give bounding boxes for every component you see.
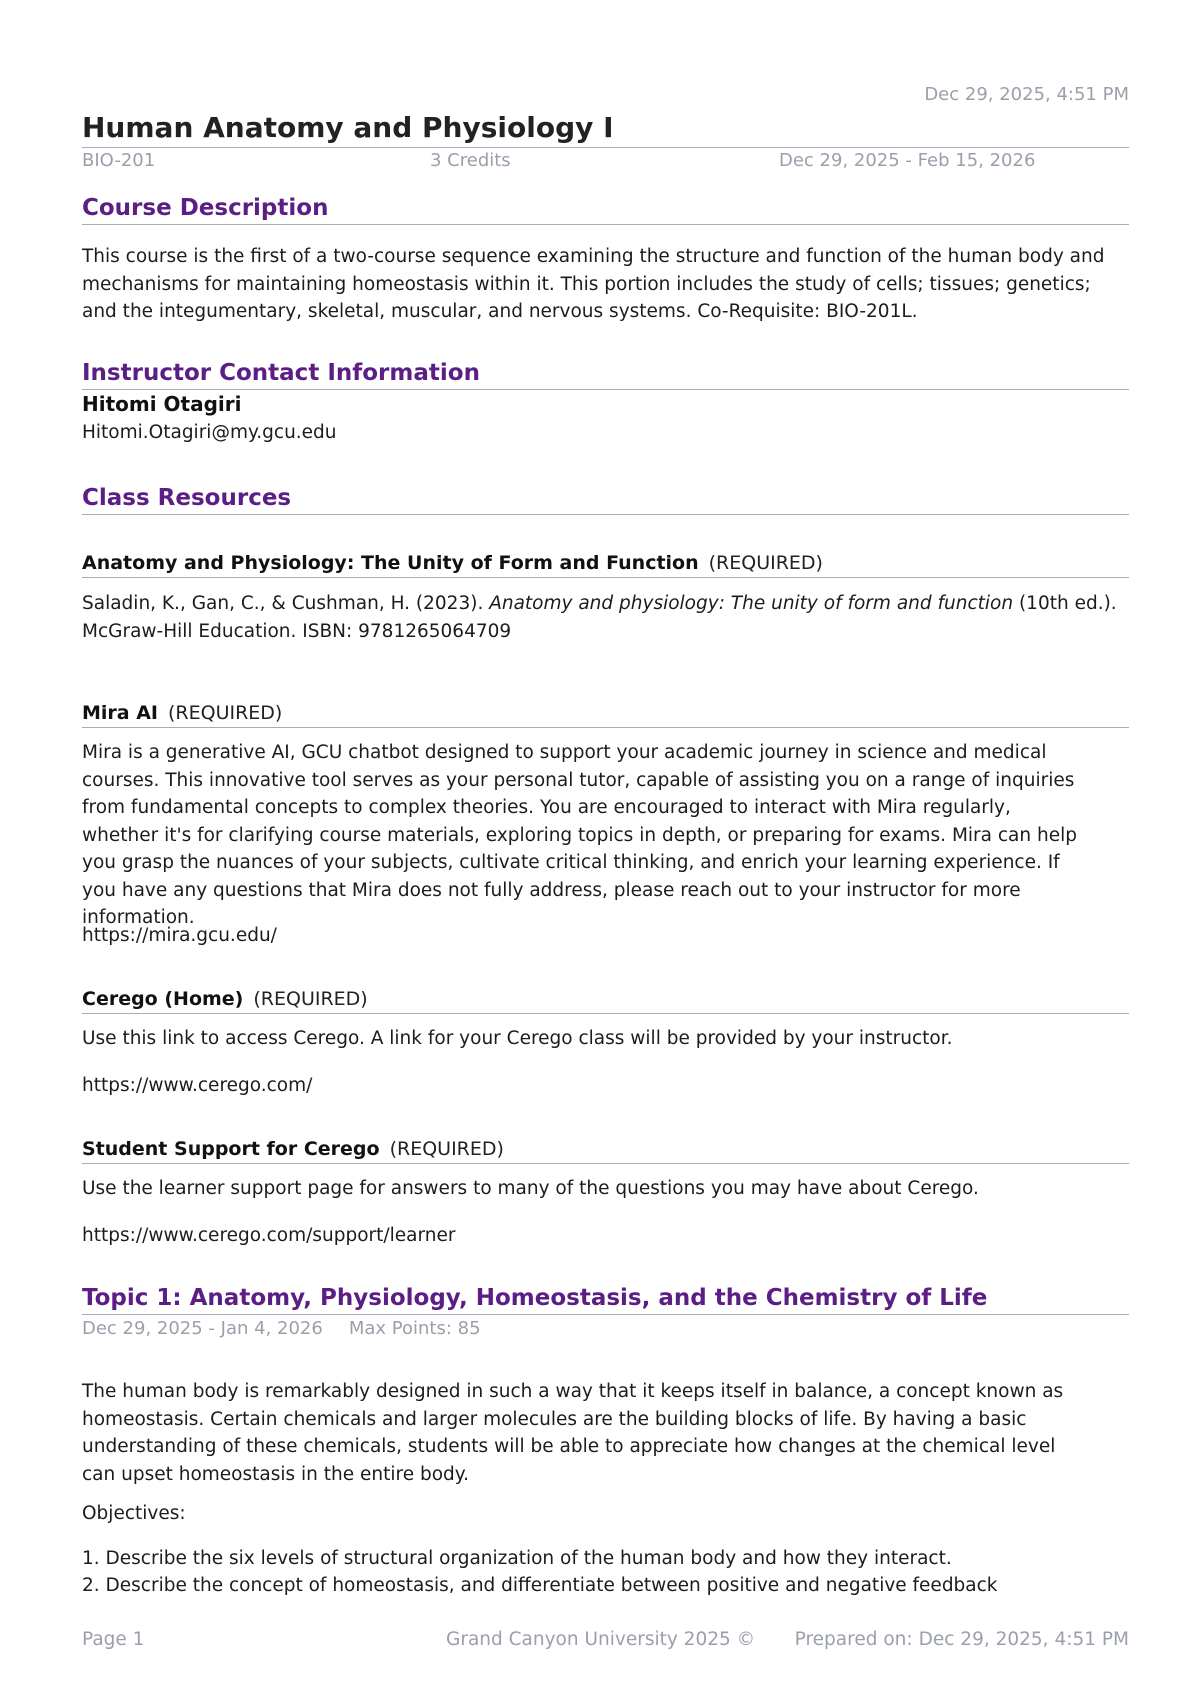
required-badge: (REQUIRED): [708, 552, 823, 574]
mira-link[interactable]: https://mira.gcu.edu/: [82, 925, 277, 946]
course-credits: 3 Credits: [430, 150, 511, 171]
objectives-label: Objectives:: [82, 1503, 186, 1524]
resource-name: Cerego (Home): [82, 988, 244, 1010]
footer-prepared-on: [795, 1629, 1129, 1650]
course-title: Human Anatomy and Physiology I: [82, 110, 1129, 148]
instructor-email-link[interactable]: Hitomi.Otagiri@my.gcu.edu: [82, 422, 337, 443]
citation-publisher: McGraw-Hill Education. ISBN: 9781265064709: [82, 620, 512, 642]
topic-1-max-points: Max Points: 85: [348, 1318, 481, 1339]
syllabus-page: [82, 0, 1129, 1696]
topic-1-dates: Dec 29, 2025 - Jan 4, 2026: [82, 1318, 323, 1339]
resource-name: Student Support for Cerego: [82, 1138, 380, 1160]
textbook-citation: [82, 590, 1129, 645]
resource-title-textbook: [82, 550, 1129, 578]
instructor-heading: Instructor Contact Information: [82, 358, 1129, 390]
required-badge: (REQUIRED): [168, 702, 283, 724]
citation-title: Anatomy and physiology: The unity of form and function: [489, 593, 1014, 614]
topic-1-intro: The human body is remarkably designed in such a way that it keeps itself in balance, a concept known as homeostasis. Certain chemicals and larger molecules are the building blocks of life. By having a basic understanding of these chemicals, students will be able to appreciate how changes at the chemical level can upset homeostasis in the entire body.: [82, 1381, 1064, 1485]
resource-name: Anatomy and Physiology: The Unity of Form and Function: [82, 552, 699, 574]
resource-title-mira: [82, 700, 1129, 728]
topic-1-meta: [82, 1318, 481, 1339]
objective-item: 1. Describe the six levels of structural organization of the human body and how they interact.: [82, 1548, 952, 1569]
citation-authors: Saladin, K., Gan, C., & Cushman, H. (2023).: [82, 593, 490, 614]
cerego-support-link[interactable]: https://www.cerego.com/support/learner: [82, 1225, 456, 1246]
class-resources-heading: Class Resources: [82, 483, 1129, 515]
objective-item: 2. Describe the concept of homeostasis, and differentiate between positive and negative feedback: [82, 1575, 998, 1596]
cerego-support-description: Use the learner support page for answers to many of the questions you may have about Cerego.: [82, 1178, 979, 1199]
resource-name: Mira AI: [82, 702, 158, 724]
footer-copyright: Grand Canyon University 2025 ©: [446, 1629, 756, 1650]
prepared-label: Prepared on:: [794, 1629, 913, 1650]
course-code: BIO-201: [82, 150, 156, 171]
course-description-heading: Course Description: [82, 193, 1129, 225]
cerego-home-description: Use this link to access Cerego. A link for your Cerego class will be provided by your instructor.: [82, 1028, 953, 1049]
mira-description: Mira is a generative AI, GCU chatbot designed to support your academic journey in science and medical courses. This innovative tool serves as your personal tutor, capable of assisting you on a range of inquiries from fundamental concepts to complex theories. You are encouraged to interact with Mira regularly, whether it's for clarifying course materials, exploring topics in depth, or preparing for exams. Mira can help you grasp the nuances of your subjects, cultivate critical thinking, and enrich your learning experience. If you have any questions that Mira does not fully address, please reach out to your instructor for more information.: [82, 742, 1077, 928]
required-badge: (REQUIRED): [389, 1138, 504, 1160]
topic-1-heading: Topic 1: Anatomy, Physiology, Homeostasis, and the Chemistry of Life: [82, 1283, 1129, 1315]
required-badge: (REQUIRED): [253, 988, 368, 1010]
instructor-name: Hitomi Otagiri: [82, 392, 242, 416]
resource-title-cerego-support: [82, 1136, 1129, 1164]
cerego-home-link[interactable]: https://www.cerego.com/: [82, 1075, 313, 1096]
citation-edition: (10th ed.).: [1013, 593, 1117, 614]
resource-title-cerego-home: [82, 986, 1129, 1014]
course-date-range: Dec 29, 2025 - Feb 15, 2026: [779, 150, 1036, 171]
footer-page-number: Page 1: [82, 1629, 145, 1650]
course-description-text: This course is the first of a two-course sequence examining the structure and function of the human body and mechanisms for maintaining homeostasis within it. This portion includes the study of cells; tissues; genetics; and the integumentary, skeletal, muscular, and nervous systems. Co-Requisite: BIO-201L.: [82, 246, 1105, 322]
course-meta-row: [82, 150, 1129, 174]
prepared-date: Dec 29, 2025, 4:51 PM: [918, 1629, 1129, 1650]
print-timestamp: Dec 29, 2025, 4:51 PM: [924, 84, 1129, 105]
